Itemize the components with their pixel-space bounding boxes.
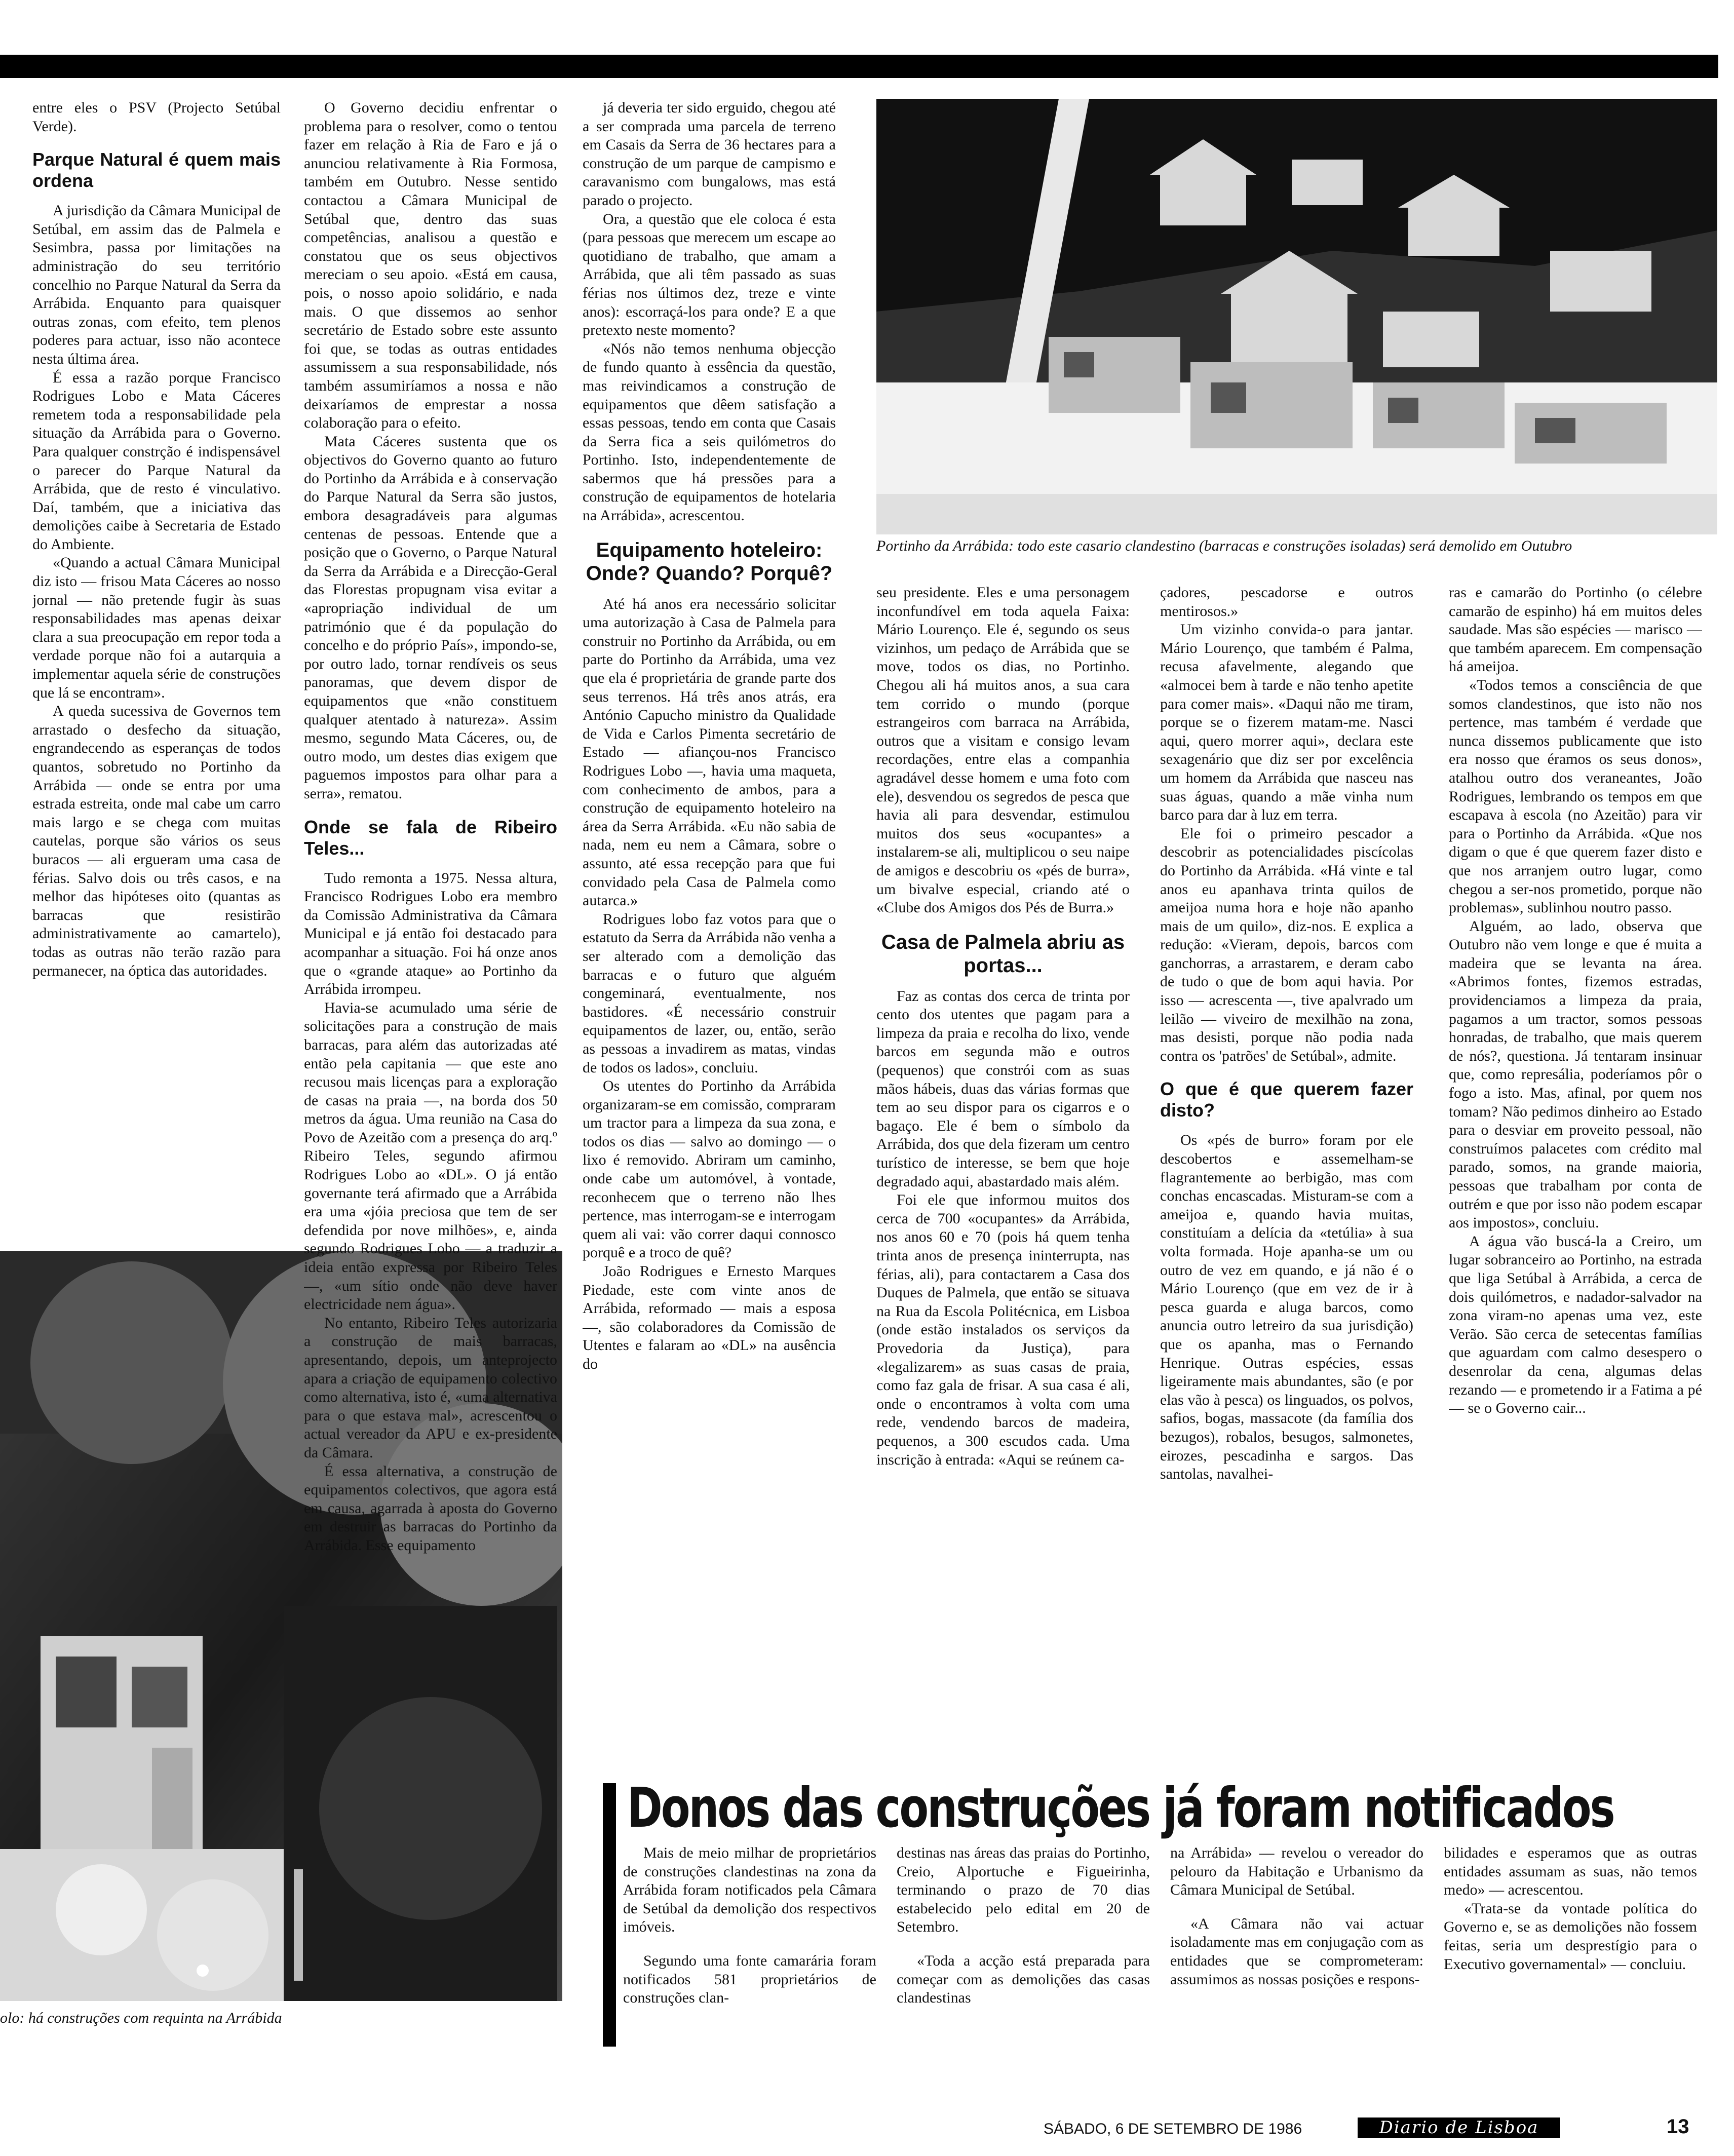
col3-paragraph: João Rodrigues e Ernesto Marques Piedade, este com vinte anos de Arrábida, reformado — mais a esposa —, são colaboradores da Comissão de Utentes e falaram ao «DL» na ausência do (583, 1263, 836, 1372)
col4-paragraph: Foi ele que informou muitos dos cerca de 700 «ocupantes» da Arrábida, nos anos 60 e 70 (pois há quem tenha trinta anos de presença ininterrupta, nas férias, ali), para contactarem a Casa dos Duques de Palmela, que então se situava na Rua da Escola Politécnica, em Lisboa (onde estão instalados os serviços da Provedoria da Justiça), para «legalizarem» as suas casas de praia, como faz gala de frisar. A sua casa é ali, onde o encontramos à volta com uma rede, vendendo barcos de madeira, pequenos, a 300 escudos cada. Uma inscrição à entrada: «Aqui se reúnem ca- (876, 1191, 1130, 1468)
box-column-3 (1170, 1844, 1423, 2057)
col5-paragraph: Os «pés de burro» foram por ele descobertos e assemelham-se flagrantemente ao berbigão, mas com conchas encascadas. Misturam-se com a ameijoa e, quando havia muitas, constituíam a delícia da «tetúlia» à sua volta formada. Hoje apanha-se um ou outro de vez em quando, e já não é o Mário Lourenço (que em vez de ir à pesca guarda e aluga barcos, como anuncia outro letreiro da sua jurisdição) que os apanha, mas o Fernando Henrique. Outras espécies, essas ligeiramente mais abundantes, são (e por elas vão à pesca) os linguados, os polvos, safios, bogas, massacote (da família dos bezugos), robalos, besugos, salmonetes, eirozes, pescadinha e sargos. Das santolas, navalhei- (1160, 1132, 1413, 1483)
col2-paragraph: Mata Cáceres sustenta que os objectivos do Governo quanto ao futuro do Portinho da Arrábida e à conservação do Parque Natural da Serra são justos, embora desagradáveis para algumas centenas de pessoas. Entende que a posição que o Governo, o Parque Natural da Serra da Arrábida e a Direcção-Geral das Florestas propugnam visa evitar a «apropriação individual de um património que é da população do concelho e do próprio País», impondo-se, por outro lado, tornar rendíveis os seus panoramas, que devem dispor de equipamentos que «não constituem qualquer atentado à natureza». Assim mesmo, segundo Mata Cáceres, ou, de outro modo, um destes dias exigem que paguemos impostos para olhar para a serra», rematou. (304, 433, 557, 802)
photo-portinho-caption: Portinho da Arrábida: todo este casario clandestino (barracas e construções isoladas) será demolido em Outubro (876, 537, 1572, 554)
footer-date: SÁBADO, 6 DE SETEMBRO DE 1986 (1044, 2121, 1302, 2137)
col3-paragraph: Os utentes do Portinho da Arrábida organizaram-se em comissão, compraram um tractor para a limpeza da sua zona, e todos os dias — salvo ao domingo — o lixo é removido. Abriram um caminho, onde cabe um automóvel, à vontade, reconhecem que o terreno não lhes pertence, mas interrogam-se e interrogam quem ali vai: vão correr daqui connosco porquê e a troco de quê? (583, 1077, 836, 1261)
col2-paragraph: No entanto, Ribeiro Teles autorizaria a construção de mais barracas, apresentando, depois, um anteprojecto apara a criação de equipamento colectivo como alternativa, isto é, «uma alternativa para o que estava mal», acrescentou o actual vereador da APU e ex-presidente da Câmara. (304, 1314, 557, 1461)
top-black-bar (0, 55, 1718, 78)
box-paragraph: destinas nas áreas das praias do Portinho, Creio, Alportuche e Figueirinha, terminando o prazo de 70 dias estabelecido pelo edital em 20 de Setembro. (897, 1844, 1150, 1936)
col2-subhead: Onde se fala de Ribeiro Teles... (304, 816, 557, 859)
col6-paragraph: A água vão buscá-la a Creiro, um lugar sobranceiro ao Portinho, na estrada que liga Setúbal à Arrábida, a cerca de dois quilómetros, e nadador-salvador na zona viram-no apenas uma vez, este Verão. São cerca de setecentas famílias que aguardam com calmo desespero o desenrolar da cena, algumas delas rezando — e prometendo ir a Fatima a pé — se o Governo cair... (1449, 1233, 1702, 1417)
col4-paragraph: seu presidente. Eles e uma personagem inconfundível em toda aquela Faixa: Mário Lourenço. Ele é, segundo os seus vizinhos, um pedaço de Arrábida que se move, todos os dias, no Portinho. Chegou ali há muitos anos, a sua cara tem corrido o mundo (porque estrangeiros com barraca na Arrábida, outros que a visitam e consigo levam recordações, entre elas a companhia agradável desse homem e uma foto com ele), desvendou os segredos de pesca que havia ali para desvendar, estimulou muitos dos seus «ocupantes» a instalarem-se ali, multiplicou o seu naipe de amigos e descobriu os «pés de burra», um bivalve especial, criando até o «Clube dos Amigos dos Pés de Burra.» (876, 584, 1130, 916)
page-number: 13 (1667, 2115, 1689, 2138)
col6-paragraph: ras e camarão do Portinho (o célebre camarão de espinho) há em muitos deles saudade. Mas são espécies — marisco — que também aparecem. Em compensação há ameijoa. (1449, 584, 1702, 675)
col1-subhead: Parque Natural é quem mais ordena (32, 149, 281, 191)
column-6 (1449, 584, 1702, 1769)
box-headline: Donos das construções já foram notificados (627, 1777, 1614, 1840)
box-paragraph: na Arrábida» — revelou o vereador do pelouro da Habitação e Urbanismo da Câmara Municipal de Setúbal. (1170, 1844, 1423, 1899)
col3-paragraph: já deveria ter sido erguido, chegou até a ser comprada uma parcela de terreno em Casais da Serra de 36 hectares para a construção de um parque de campismo e caravanismo com bungalows, mas está parado o projecto. (583, 99, 836, 209)
col2-paragraph: É essa alternativa, a construção de equipamentos colectivos, que agora está em causa, agarrada à aposta do Governo em destruir as barracas do Portinho da Arrábida. Esse equipamento (304, 1462, 557, 1554)
col2-paragraph: O Governo decidiu enfrentar o problema para o resolver, como o tentou fazer em relação à Ria de Faro e já o anunciou relativamente à Ria Formosa, também em Outubro. Nesse sentido contactou a Câmara Municipal de Setúbal que, dentro das suas competências, analisou a questão e constatou que os seus objectivos mereciam o seu apoio. «Está em causa, pois, o nosso apoio solidário, e nada mais. O que dissemos ao senhor secretário de Estado sobre este assunto foi que, se todas as outras entidades assumissem a sua responsabilidade, nós também assumiríamos a nossa e não deixaríamos de emprestar a nossa colaboração para o efeito. (304, 99, 557, 432)
box-paragraph: «Toda a acção está preparada para começar com as demolições das casas clandestinas (897, 1952, 1150, 2007)
col3-paragraph: Até há anos era necessário solicitar uma autorização à Casa de Palmela para construir no Portinho da Arrábida, ou em parte do Portinho da Arrábida, uma vez que ela é proprietária de grande parte dos seus terrenos. Há três anos atrás, era António Capucho ministro da Qualidade de Vida e Carlos Pimenta secretário de Estado — afiançou-nos Francisco Rodrigues Lobo —, havia uma maqueta, com conhecimento de ambos, para a construção de equipamento hoteleiro na área da Serra Arrábida. «Eu não sabia de nada, nem eu nem a Câmara, sobre o assunto, até essa recepção para que fui convidado pela Casa de Palmela como autarca.» (583, 595, 836, 909)
col1-paragraph: A queda sucessiva de Governos tem arrastado o desfecho da situação, engrandecendo as esperanças de todos quantos, sobretudo no Portinho da Arrábida — onde se entra por uma estrada estreita, onde mal cabe um carro mais largo e se chega com muitas cautelas, porque são vários os seus buracos — ali ergueram uma casa de férias. Salvo dois ou três casos, e na melhor das hipóteses oito (quantas as barracas que resistirão administrativamente ao camartelo), todas as outras não terão razão para permanecer, na óptica das autoridades. (32, 703, 281, 979)
col1-paragraph: É essa a razão porque Francisco Rodrigues Lobo e Mata Cáceres remetem toda a responsabilidade pela situação da Arrábida para o Governo. Para qualquer constrção é indispensável o parecer do Parque Natural da Arrábida, que de resto é vinculativo. Daí, também, que a iniciativa das demolições caibe à Secretaria de Estado do Ambiente. (32, 369, 281, 553)
col3-subhead: Equipamento hoteleiro: Onde? Quando? Porquê? (586, 538, 833, 585)
col4-paragraph: Faz as contas dos cerca de trinta por cento dos utentes que pagam para a limpeza da praia e recolha do lixo, vende barcos em segunda mão e outros (pequenos) que constrói com as suas mãos hábeis, duas das várias formas que tem ao seu dispor para os cigarros e o bagaço. Ele é bem o símbolo da Arrábida, dos que dela fizeram um centro turístico de interesse, se bem que hoje degradado aqui, abastardado mais além. (876, 987, 1130, 1190)
col3-paragraph: Rodrigues lobo faz votos para que o estatuto da Serra da Arrábida não venha a ser alterado com a demolição das barracas e o futuro que alguém congeminará, eventualmente, nos bastidores. «É necessário construir equipamentos de lazer, ou, então, serão as pessoas a invadirem as matas, vindas de todos os lados», concluiu. (583, 910, 836, 1076)
column-4 (876, 584, 1130, 1769)
box-column-1 (623, 1844, 876, 2057)
col1-paragraph: A jurisdição da Câmara Municipal de Setúbal, em assim das de Palmela e Sesimbra, passa por limitações na administração do seu território concelhio no Parque Natural da Serra da Arrábida. Enquanto para quaisquer outras zonas, com efeito, tem plenos poderes para actuar, isso não acontece nesta última área. (32, 202, 281, 367)
notification-box (603, 1777, 1707, 1840)
box-column-4 (1444, 1844, 1697, 2057)
column-2 (304, 99, 557, 2004)
column-1 (32, 99, 281, 1244)
box-paragraph: «Trata-se da vontade política do Governo e, se as demolições não fossem feitas, seria um desprestígio para o Executivo governamental» — concluiu. (1444, 1900, 1697, 1973)
box-paragraph: bilidades e esperamos que as outras entidades assumam as suas, não temos medo» — acrescentou. (1444, 1844, 1697, 1899)
box-column-2 (897, 1844, 1150, 2057)
photo-portinho-houses (876, 99, 1717, 534)
box-paragraph: «A Câmara não vai actuar isoladamente mas em conjugação com as entidades que se comprometeram: assumimos as nossas posições e respons- (1170, 1915, 1423, 1988)
col1-lead: entre eles o PSV (Projecto Setúbal Verde). (32, 99, 281, 135)
box-paragraph: Mais de meio milhar de proprietários de construções clandestinas na zona da Arrábida foram notificados pela Câmara de Setúbal da demolição dos respectivos imóveis. (623, 1844, 876, 1936)
col3-paragraph: Ora, a questão que ele coloca é esta (para pessoas que merecem um escape ao quotidiano de trabalho, que amam a Arrábida, que ali têm passado as suas férias nos últimos dez, treze e vinte anos): escorraçá-los para onde? E a que pretexto neste momento? (583, 210, 836, 339)
headline-bar (603, 1783, 616, 2047)
col4-subhead: Casa de Palmela abriu as portas... (881, 931, 1125, 977)
col2-paragraph: Tudo remonta a 1975. Nessa altura, Francisco Rodrigues Lobo era membro da Comissão Administrativa da Câmara Municipal e já então foi destacado para acompanhar a situação. Foi há onze anos que o «grande ataque» ao Portinho da Arrábida irrompeu. (304, 869, 557, 998)
col5-paragraph: Ele foi o primeiro pescador a descobrir as potencialidades piscícolas do Portinho da Arrábida. «Há vinte e tal anos eu apanhava trinta quilos de ameijoa numa hora e hoje não apanho mais de um quilo», diz-nos. E explica a redução: «Vieram, depois, barcos com ganchorras, a arrastarem, e deram cabo de tudo o que de bom aqui havia. Por isso — acrescenta —, tive apalvrado um leilão — viveiro de mexilhão na zona, mas desisti, porque não podia nada contra os 'patrões' de Setúbal», admite. (1160, 825, 1413, 1064)
col3-paragraph: «Nós não temos nenhuma objecção de fundo quanto à essência da questão, mas reivindicamos a construção de equipamentos que dêem satisfação a essas pessoas, tendo em conta que Casais da Serra fica a seis quilómetros do Portinho. Isto, independentemente de sabermos que há pressões para a construção de equipamentos de hotelaria na Arrábida», acrescentou. (583, 340, 836, 524)
column-5 (1160, 584, 1413, 1769)
col5-paragraph: çadores, pescadorse e outros mentirosos.» (1160, 584, 1413, 620)
column-3 (583, 99, 836, 1770)
photo-portinho-houses-image (876, 99, 1717, 534)
col1-paragraph: «Quando a actual Câmara Municipal diz isto — frisou Mata Cáceres ao nosso jornal — não pretende fugir às suas responsabilidades mas apenas deixar clara a sua preocupação em repor toda a verdade porque não foi a autarquia a implementar aquela série de construções que lá se encontram». (32, 554, 281, 701)
footer-masthead-logo: Diario de Lisboa (1358, 2118, 1560, 2138)
col2-paragraph: Havia-se acumulado uma série de solicitações para a construção de mais barracas, para além das autorizadas até então pela capitania — que este ano recusou mais licenças para a exploração de casas na praia —, na borda dos 50 metros da água. Uma reunião na Casa do Povo de Azeitão com a presença do arq.º Ribeiro Teles, segundo afirmou Rodrigues Lobo ao «DL». O já então governante terá afirmado que a Arrábida era uma «jóia preciosa que tem de ser defendida por nove milhões», e, ainda segundo Rodrigues Lobo — a traduzir a ideia então expressa por Ribeiro Teles —, «um sítio onde não deve haver electricidade nem água». (304, 999, 557, 1313)
photo-luxury-caption: olo: há construções com requinta na Arrábida (0, 2010, 282, 2026)
col6-paragraph: «Todos temos a consciência de que somos clandestinos, que isto não nos pertence, mas também é verdade que nunca dissemos publicamente que isto era nosso que éramos os seus donos», atalhou outro dos veraneantes, João Rodrigues, lembrando os tempos em que escapava à escola (no Azeitão) para vir para o Portinho da Arrábida. «Que nos digam o que é que querem fazer disto e que nos arranjem outro lugar, como chegou a ser-nos prometido, porque não problemas», sublinhou noutro passo. (1449, 676, 1702, 916)
col6-paragraph: Alguém, ao lado, observa que Outubro não vem longe e que é muita a madeira que se levanta na área. «Abrimos fontes, fizemos estradas, providenciamos a limpeza da praia, pagamos a um tractor, somos pessoas honradas, de trabalho, que mais querem de nós?, questiona. Já tentaram insinuar que, como represália, poderíamos pôr o fogo a isto. Mas, afinal, por quem nos tomam? Não pedimos dinheiro ao Estado para o desviar em proveito pessoal, não construímos palacetes com crédito mal parado, somos, na grande maioria, pessoas que trabalham por conta de outrém e que por isso não podem escapar aos impostos», concluiu. (1449, 917, 1702, 1231)
col5-subhead: O que é que querem fazer disto? (1160, 1079, 1413, 1121)
box-paragraph: Segundo uma fonte camarária foram notificados 581 proprietários de construções clan- (623, 1952, 876, 2007)
col5-paragraph: Um vizinho convida-o para jantar. Mário Lourenço, que também é Palma, recusa afavelmente, alegando que «almocei bem à tarde e não tenho apetite para comer mais». «Daqui não me tiram, porque se o fizerem matam-me. Nasci aqui, quero morrer aqui», declara este sexagenário que diz ser por excelência um homem da Arrábida que nasceu nas suas águas, quando a mãe vinha num barco para dar à luz em terra. (1160, 621, 1413, 824)
